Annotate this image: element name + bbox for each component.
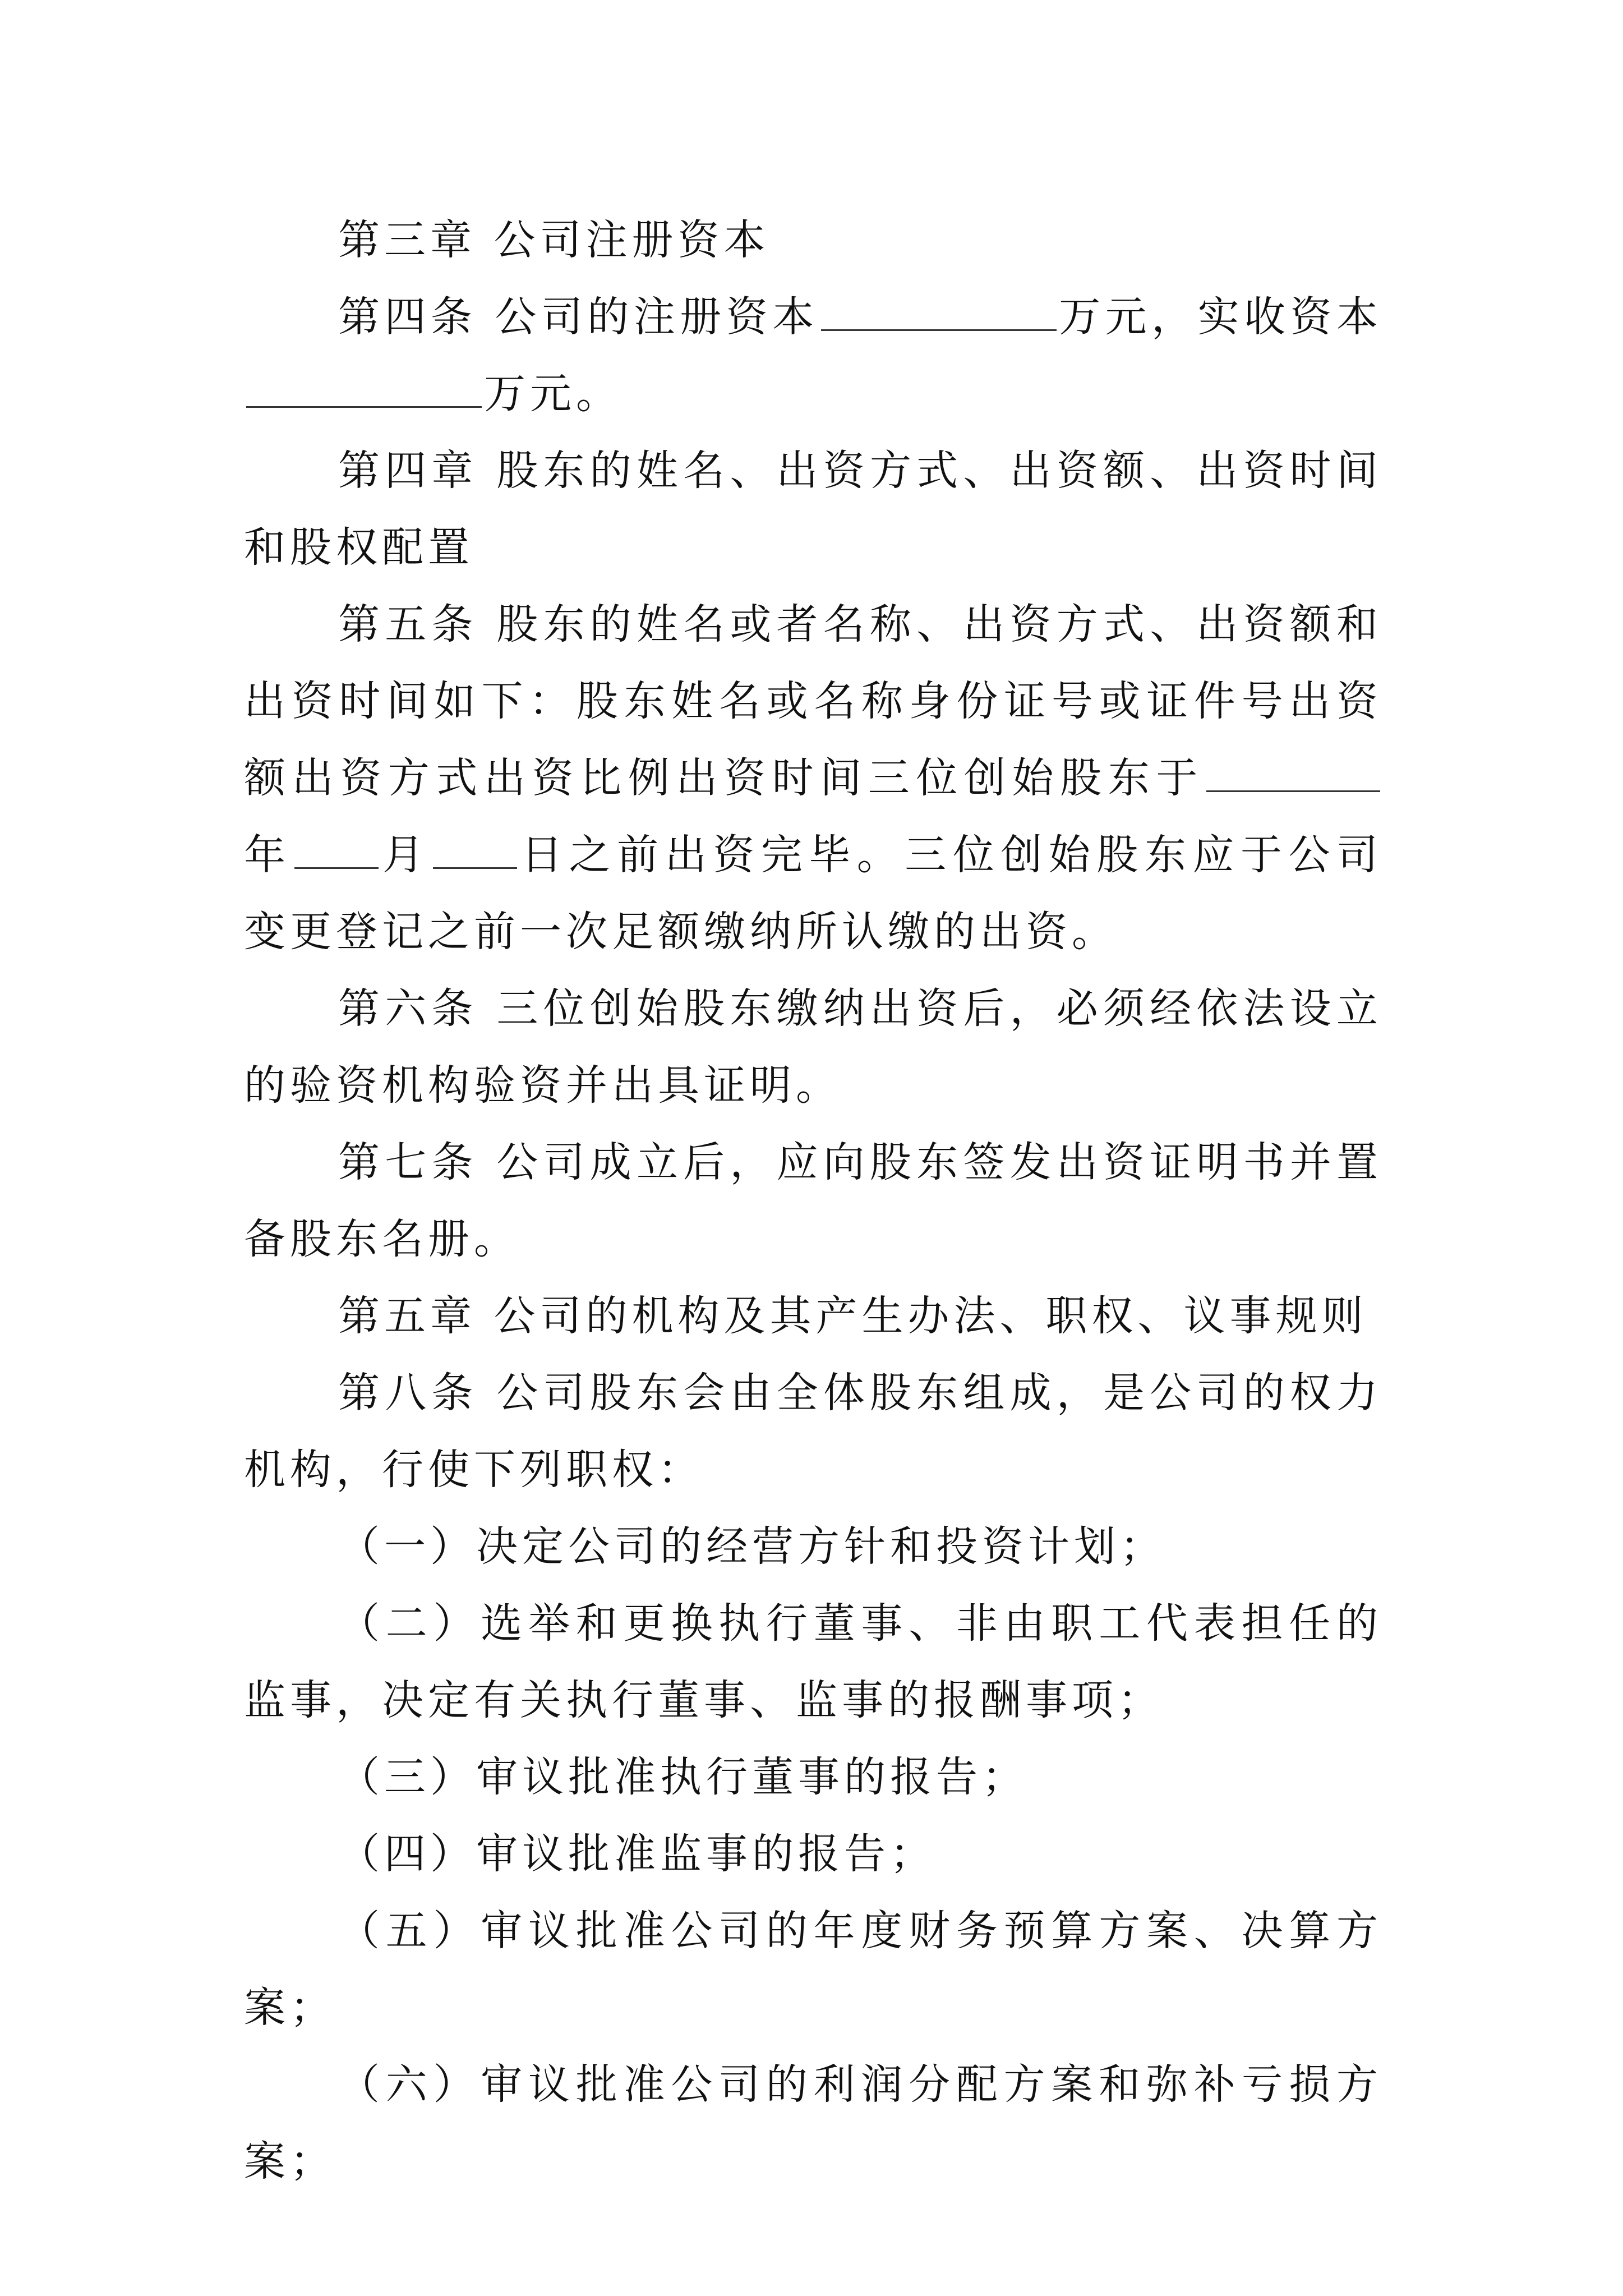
document-page [244, 202, 1382, 2200]
chapter-4-title: 第四章 股东的姓名、出资方式、出资额、出资时间和股权配置 [244, 447, 1382, 572]
article-5-text-2: 日之前出资完毕。三位创始股东应于公司变更登记之前一次足额缴纳所认缴的出资。 [244, 831, 1383, 956]
registered-capital-blank [821, 286, 1057, 331]
list-item: （二）选举和更换执行董事、非由职工代表担任的监事，决定有关执行董事、监事的报酬事项； [244, 1599, 1382, 1724]
chapter-3-title: 第三章 公司注册资本 [338, 216, 770, 264]
day-blank [433, 823, 517, 869]
article-4 [244, 279, 1382, 432]
article-5-month-label: 月 [380, 831, 431, 879]
list-item: （四）审议批准监事的报告； [338, 1830, 936, 1878]
article-4-text-2: 万元，实收资本 [1058, 293, 1382, 341]
year-blank [1206, 747, 1380, 792]
article-8: 第八条 公司股东会由全体股东组成，是公司的权力机构，行使下列职权： [244, 1369, 1382, 1494]
article-6: 第六条 三位创始股东缴纳出资后，必须经依法设立的验资机构验资并出具证明。 [244, 984, 1382, 1110]
list-item: （六）审议批准公司的利润分配方案和弥补亏损方案； [244, 2060, 1382, 2185]
month-blank [294, 823, 379, 869]
article-4-text-1: 第四条 公司的注册资本 [338, 293, 819, 341]
article-5 [244, 586, 1382, 970]
article-5-text-1: 第五条 股东的姓名或者名称、出资方式、出资额和出资时间如下：股东姓名或名称身份证号或证件号出资额出资方式出资比例出资时间三位创始股东于 [244, 600, 1382, 802]
list-item: （三）审议批准执行董事的报告； [338, 1753, 1028, 1801]
article-7: 第七条 公司成立后，应向股东签发出资证明书并置备股东名册。 [244, 1138, 1382, 1263]
article-4-text-3: 万元。 [484, 370, 622, 418]
paid-in-capital-blank [246, 362, 482, 408]
list-item: （一）决定公司的经营方针和投资计划； [338, 1522, 1166, 1571]
article-5-year-label: 年 [244, 831, 292, 879]
list-item: （五）审议批准公司的年度财务预算方案、决算方案； [244, 1907, 1382, 2032]
chapter-5-title: 第五章 公司的机构及其产生办法、职权、议事规则 [338, 1292, 1368, 1340]
